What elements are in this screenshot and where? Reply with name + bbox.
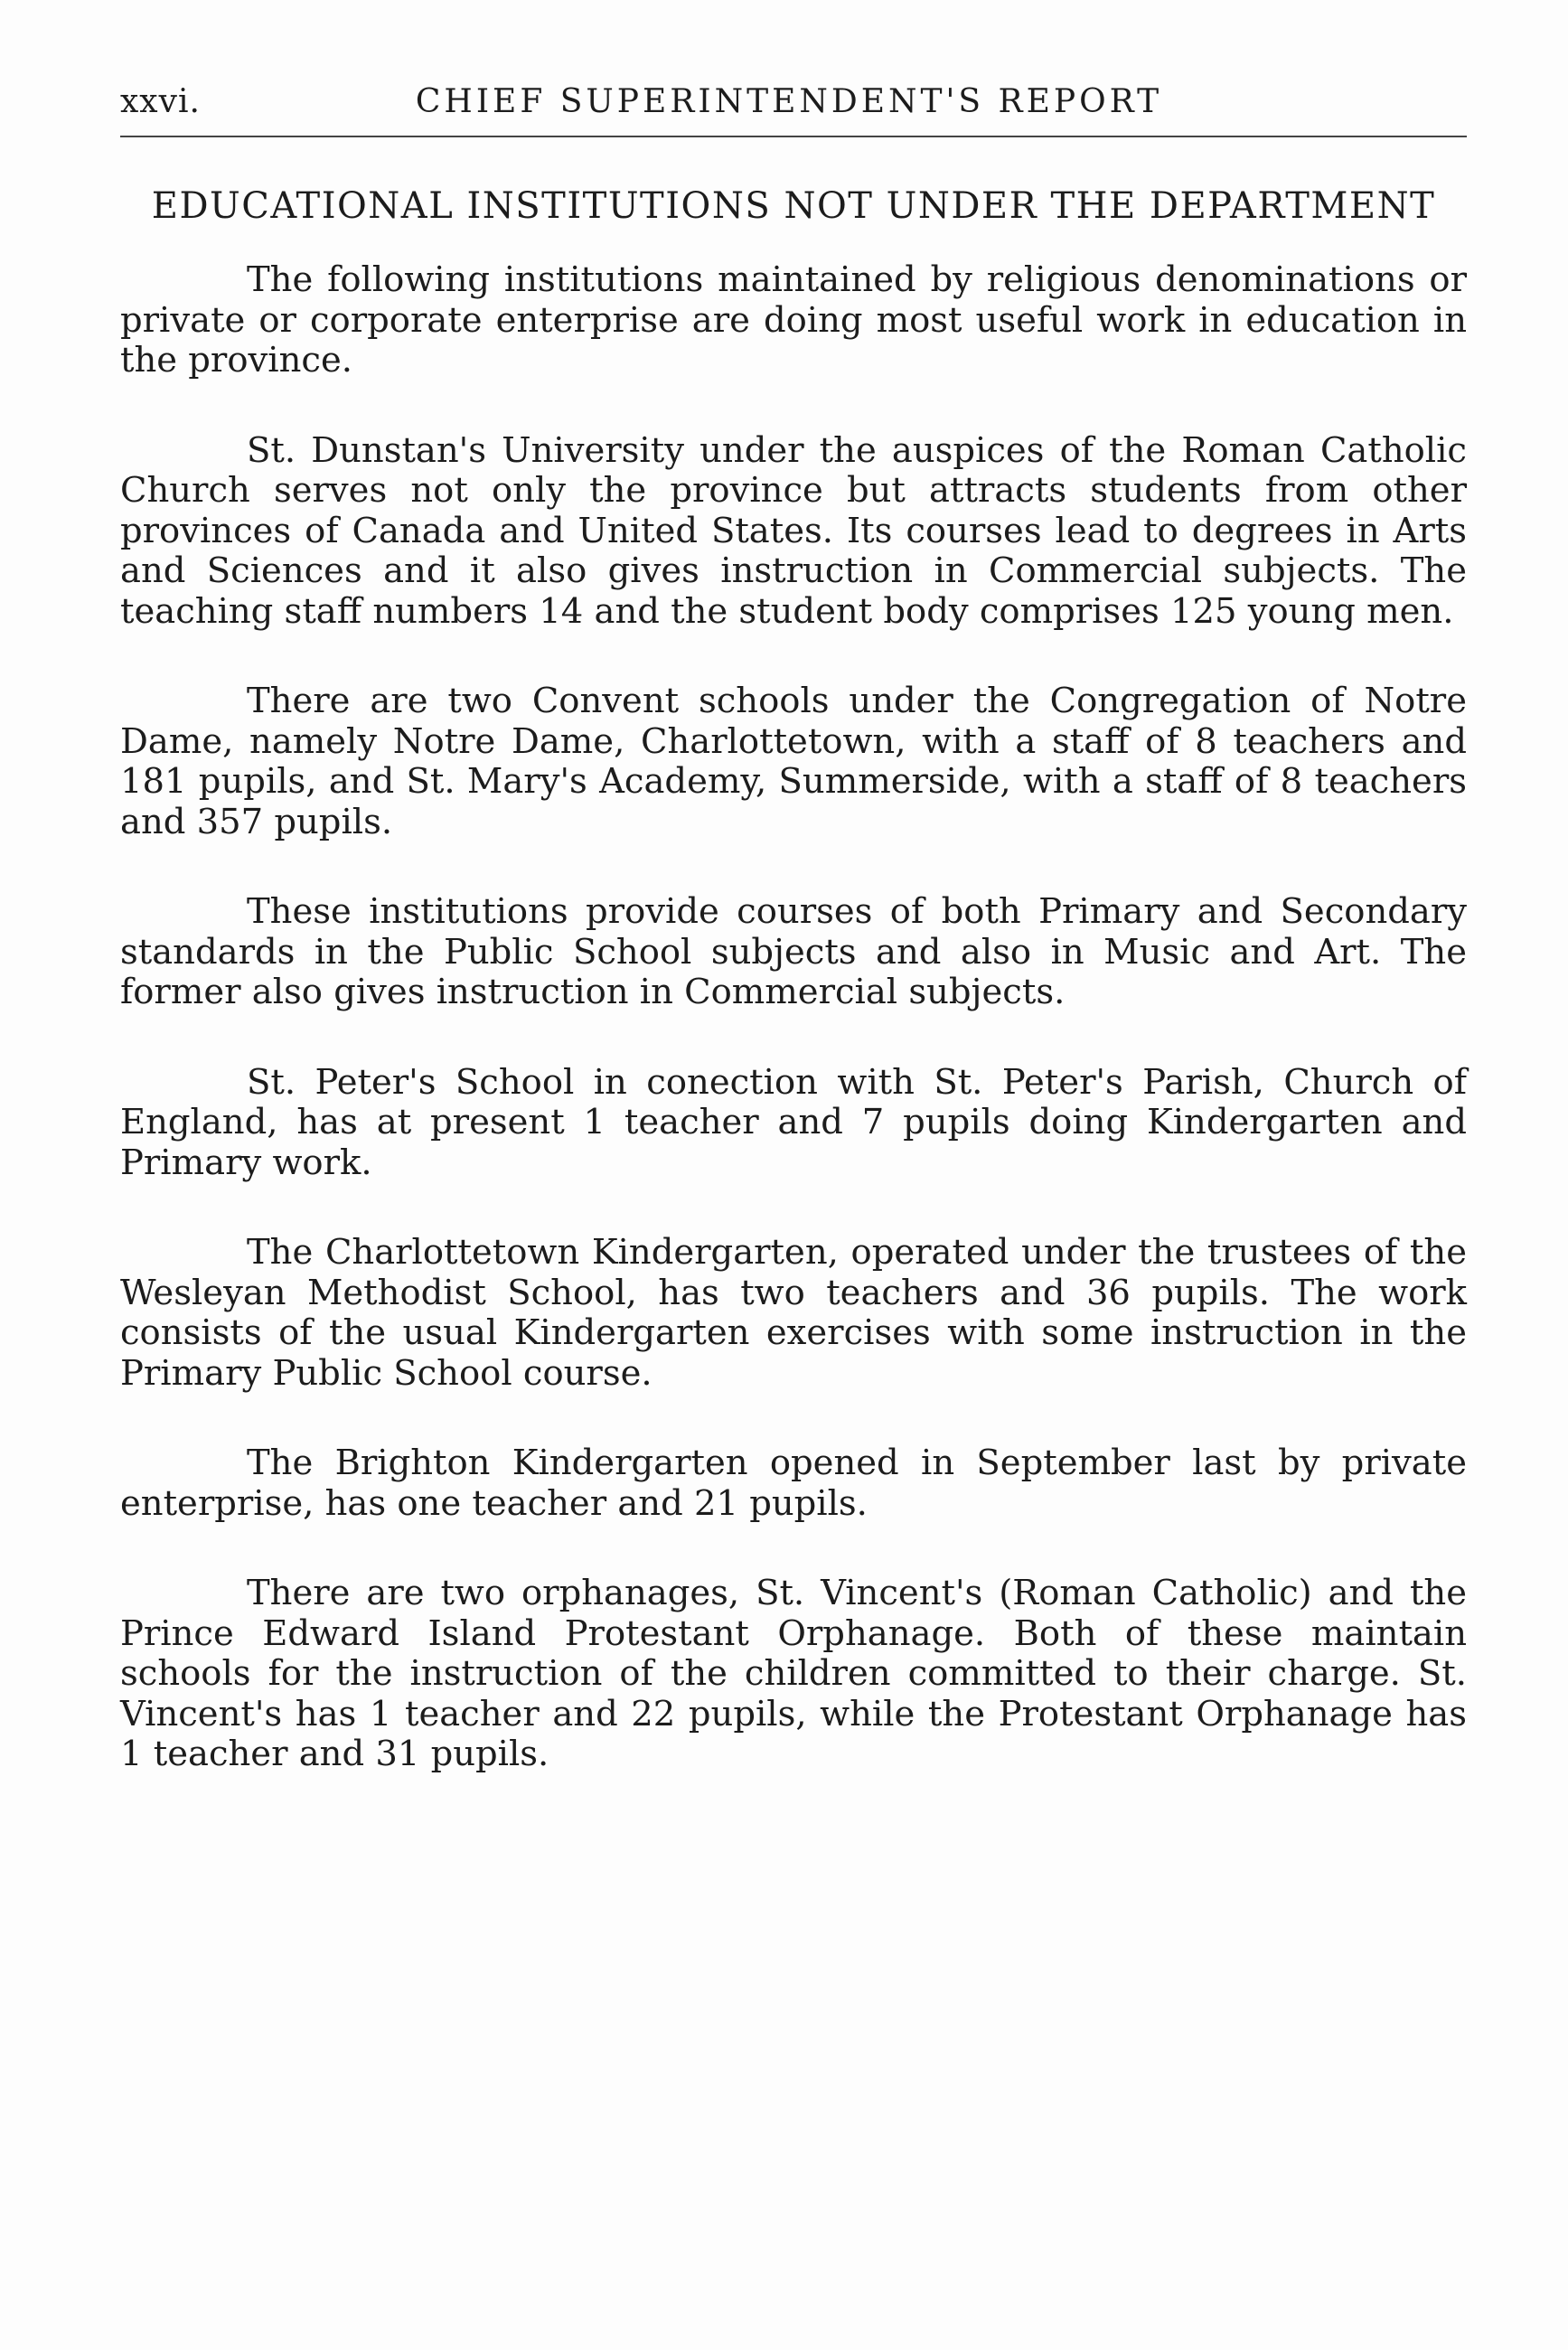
paragraph-charlottetown-kindergarten: The Charlottetown Kindergarten, operated under the trustees of the Wesleyan Methodist School, has two teachers and 36 pupils. The work consists of the usual Kindergarten exercises with some instruction in the Primary Public School course.: [120, 1232, 1467, 1394]
paragraph-st-peters: St. Peter's School in conection with St. Peter's Parish, Church of England, has at present 1 teacher and 7 pupils doing Kindergarten and Primary work.: [120, 1061, 1467, 1183]
page-number: xxvi.: [120, 83, 201, 120]
page-header: [120, 83, 1458, 128]
paragraph-orphanages: There are two orphanages, St. Vincent's (Roman Catholic) and the Prince Edward Island Protestant Orphanage. Both of these maintain schools for the instruction of the children committed to their charge. St. Vincent's has 1 teacher and 22 pupils, while the Protestant Orphanage has 1 teacher and 31 pupils.: [120, 1573, 1467, 1774]
section-title: EDUCATIONAL INSTITUTIONS NOT UNDER THE DEPARTMENT: [151, 185, 1436, 227]
header-rule: [120, 136, 1467, 137]
paragraph-st-dunstans: St. Dunstan's University under the auspices of the Roman Catholic Church serves not only the province but attracts students from other provinces of Canada and United States. Its courses lead to degrees in Arts and Sciences and it also gives instruction in Commercial subjects. The teaching staff numbers 14 and the student body comprises 125 young men.: [120, 429, 1467, 632]
paragraph-intro: The following institutions maintained by religious denominations or private or corporate enterprise are doing most useful work in education in the province.: [120, 259, 1467, 381]
paragraph-convent-schools: There are two Convent schools under the Congregation of Notre Dame, namely Notre Dame, Charlottetown, with a staff of 8 teachers and 181 pupils, and St. Mary's Academy, Summerside, with a staff of 8 teachers and 357 pupils.: [120, 681, 1467, 842]
paragraph-courses: These institutions provide courses of both Primary and Secondary standards in the Public School subjects and also in Music and Art. The former also gives instruction in Commercial subjects.: [120, 891, 1467, 1012]
paragraph-brighton-kindergarten: The Brighton Kindergarten opened in September last by private enterprise, has one teacher and 21 pupils.: [120, 1443, 1467, 1524]
running-head: CHIEF SUPERINTENDENT'S REPORT: [415, 83, 1163, 120]
body-text: [120, 260, 1467, 1825]
